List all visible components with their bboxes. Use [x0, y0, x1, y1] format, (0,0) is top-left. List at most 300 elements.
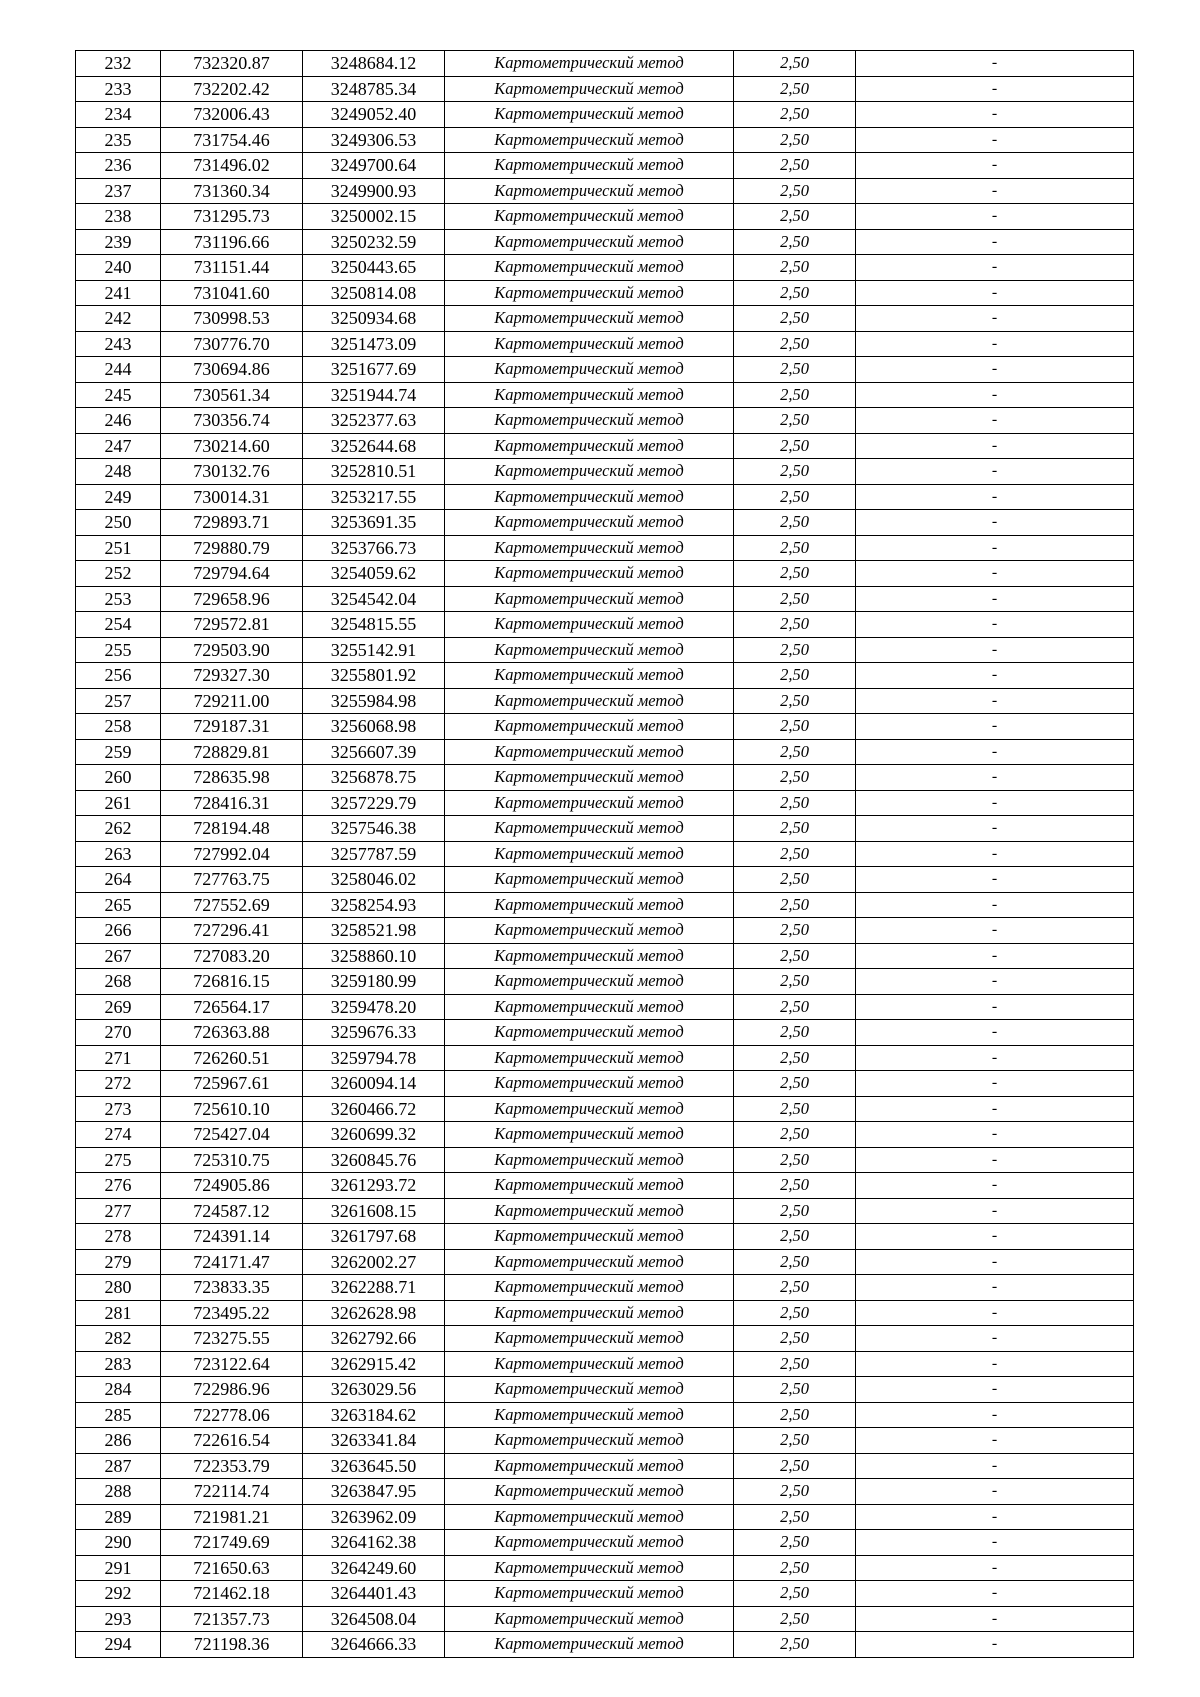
x-coordinate-cell: 729187.31: [161, 714, 303, 740]
method-cell: Картометрический метод: [445, 612, 734, 638]
error-cell: 2,50: [734, 510, 856, 536]
y-coordinate-cell: 3264249.60: [303, 1555, 445, 1581]
table-row: [76, 612, 1134, 638]
method-cell: Картометрический метод: [445, 1173, 734, 1199]
y-coordinate-cell: 3253691.35: [303, 510, 445, 536]
y-coordinate-cell: 3255801.92: [303, 663, 445, 689]
method-cell: Картометрический метод: [445, 1224, 734, 1250]
error-cell: 2,50: [734, 1020, 856, 1046]
table-row: [76, 1020, 1134, 1046]
error-cell: 2,50: [734, 306, 856, 332]
error-cell: 2,50: [734, 76, 856, 102]
error-cell: 2,50: [734, 918, 856, 944]
table-row: [76, 1224, 1134, 1250]
method-cell: Картометрический метод: [445, 306, 734, 332]
point-number-cell: 259: [76, 739, 161, 765]
error-cell: 2,50: [734, 1249, 856, 1275]
table-row: [76, 1198, 1134, 1224]
note-cell: -: [856, 331, 1134, 357]
table-row: [76, 76, 1134, 102]
y-coordinate-cell: 3263029.56: [303, 1377, 445, 1403]
method-cell: Картометрический метод: [445, 1402, 734, 1428]
table-row: [76, 280, 1134, 306]
table-row: [76, 1275, 1134, 1301]
error-cell: 2,50: [734, 663, 856, 689]
y-coordinate-cell: 3264508.04: [303, 1606, 445, 1632]
method-cell: Картометрический метод: [445, 892, 734, 918]
error-cell: 2,50: [734, 1581, 856, 1607]
point-number-cell: 248: [76, 459, 161, 485]
table-row: [76, 408, 1134, 434]
note-cell: -: [856, 255, 1134, 281]
y-coordinate-cell: 3256878.75: [303, 765, 445, 791]
error-cell: 2,50: [734, 841, 856, 867]
y-coordinate-cell: 3263645.50: [303, 1453, 445, 1479]
note-cell: -: [856, 51, 1134, 77]
method-cell: Картометрический метод: [445, 688, 734, 714]
y-coordinate-cell: 3264666.33: [303, 1632, 445, 1658]
error-cell: 2,50: [734, 229, 856, 255]
table-row: [76, 1555, 1134, 1581]
error-cell: 2,50: [734, 765, 856, 791]
error-cell: 2,50: [734, 255, 856, 281]
error-cell: 2,50: [734, 1045, 856, 1071]
error-cell: 2,50: [734, 357, 856, 383]
error-cell: 2,50: [734, 535, 856, 561]
table-row: [76, 918, 1134, 944]
point-number-cell: 276: [76, 1173, 161, 1199]
point-number-cell: 257: [76, 688, 161, 714]
x-coordinate-cell: 727763.75: [161, 867, 303, 893]
point-number-cell: 250: [76, 510, 161, 536]
note-cell: -: [856, 943, 1134, 969]
point-number-cell: 240: [76, 255, 161, 281]
y-coordinate-cell: 3258046.02: [303, 867, 445, 893]
x-coordinate-cell: 726816.15: [161, 969, 303, 995]
x-coordinate-cell: 727992.04: [161, 841, 303, 867]
method-cell: Картометрический метод: [445, 1300, 734, 1326]
x-coordinate-cell: 727296.41: [161, 918, 303, 944]
point-number-cell: 293: [76, 1606, 161, 1632]
y-coordinate-cell: 3253217.55: [303, 484, 445, 510]
y-coordinate-cell: 3259794.78: [303, 1045, 445, 1071]
note-cell: -: [856, 1173, 1134, 1199]
error-cell: 2,50: [734, 178, 856, 204]
note-cell: -: [856, 1326, 1134, 1352]
method-cell: Картометрический метод: [445, 459, 734, 485]
y-coordinate-cell: 3263341.84: [303, 1428, 445, 1454]
method-cell: Картометрический метод: [445, 280, 734, 306]
note-cell: -: [856, 1581, 1134, 1607]
error-cell: 2,50: [734, 459, 856, 485]
error-cell: 2,50: [734, 1402, 856, 1428]
point-number-cell: 256: [76, 663, 161, 689]
error-cell: 2,50: [734, 1147, 856, 1173]
note-cell: -: [856, 1377, 1134, 1403]
method-cell: Картометрический метод: [445, 841, 734, 867]
method-cell: Картометрический метод: [445, 918, 734, 944]
point-number-cell: 255: [76, 637, 161, 663]
y-coordinate-cell: 3251473.09: [303, 331, 445, 357]
y-coordinate-cell: 3260466.72: [303, 1096, 445, 1122]
note-cell: -: [856, 892, 1134, 918]
method-cell: Картометрический метод: [445, 1351, 734, 1377]
table-row: [76, 1096, 1134, 1122]
point-number-cell: 286: [76, 1428, 161, 1454]
error-cell: 2,50: [734, 637, 856, 663]
point-number-cell: 241: [76, 280, 161, 306]
error-cell: 2,50: [734, 867, 856, 893]
point-number-cell: 283: [76, 1351, 161, 1377]
table-row: [76, 1479, 1134, 1505]
note-cell: -: [856, 969, 1134, 995]
x-coordinate-cell: 724171.47: [161, 1249, 303, 1275]
method-cell: Картометрический метод: [445, 535, 734, 561]
point-number-cell: 266: [76, 918, 161, 944]
y-coordinate-cell: 3250934.68: [303, 306, 445, 332]
note-cell: -: [856, 612, 1134, 638]
method-cell: Картометрический метод: [445, 51, 734, 77]
y-coordinate-cell: 3250443.65: [303, 255, 445, 281]
method-cell: Картометрический метод: [445, 1122, 734, 1148]
method-cell: Картометрический метод: [445, 714, 734, 740]
table-row: [76, 535, 1134, 561]
error-cell: 2,50: [734, 1453, 856, 1479]
y-coordinate-cell: 3259478.20: [303, 994, 445, 1020]
error-cell: 2,50: [734, 1555, 856, 1581]
y-coordinate-cell: 3254542.04: [303, 586, 445, 612]
y-coordinate-cell: 3252810.51: [303, 459, 445, 485]
error-cell: 2,50: [734, 790, 856, 816]
point-number-cell: 242: [76, 306, 161, 332]
method-cell: Картометрический метод: [445, 1096, 734, 1122]
note-cell: -: [856, 1122, 1134, 1148]
x-coordinate-cell: 730998.53: [161, 306, 303, 332]
x-coordinate-cell: 730561.34: [161, 382, 303, 408]
method-cell: Картометрический метод: [445, 1530, 734, 1556]
point-number-cell: 272: [76, 1071, 161, 1097]
x-coordinate-cell: 725610.10: [161, 1096, 303, 1122]
table-row: [76, 204, 1134, 230]
error-cell: 2,50: [734, 102, 856, 128]
point-number-cell: 270: [76, 1020, 161, 1046]
error-cell: 2,50: [734, 892, 856, 918]
note-cell: -: [856, 382, 1134, 408]
note-cell: -: [856, 1096, 1134, 1122]
table-row: [76, 1122, 1134, 1148]
x-coordinate-cell: 722986.96: [161, 1377, 303, 1403]
point-number-cell: 238: [76, 204, 161, 230]
point-number-cell: 232: [76, 51, 161, 77]
note-cell: -: [856, 1198, 1134, 1224]
note-cell: -: [856, 663, 1134, 689]
table-row: [76, 1326, 1134, 1352]
method-cell: Картометрический метод: [445, 739, 734, 765]
note-cell: -: [856, 306, 1134, 332]
method-cell: Картометрический метод: [445, 816, 734, 842]
error-cell: 2,50: [734, 1428, 856, 1454]
method-cell: Картометрический метод: [445, 229, 734, 255]
table-row: [76, 102, 1134, 128]
coordinates-table-body: [76, 51, 1134, 1658]
error-cell: 2,50: [734, 739, 856, 765]
table-row: [76, 1530, 1134, 1556]
method-cell: Картометрический метод: [445, 1504, 734, 1530]
point-number-cell: 251: [76, 535, 161, 561]
method-cell: Картометрический метод: [445, 1606, 734, 1632]
method-cell: Картометрический метод: [445, 1453, 734, 1479]
y-coordinate-cell: 3258254.93: [303, 892, 445, 918]
table-row: [76, 561, 1134, 587]
method-cell: Картометрический метод: [445, 102, 734, 128]
method-cell: Картометрический метод: [445, 1020, 734, 1046]
y-coordinate-cell: 3248684.12: [303, 51, 445, 77]
y-coordinate-cell: 3250814.08: [303, 280, 445, 306]
error-cell: 2,50: [734, 204, 856, 230]
y-coordinate-cell: 3260094.14: [303, 1071, 445, 1097]
table-row: [76, 1071, 1134, 1097]
y-coordinate-cell: 3249306.53: [303, 127, 445, 153]
table-row: [76, 867, 1134, 893]
x-coordinate-cell: 725967.61: [161, 1071, 303, 1097]
x-coordinate-cell: 726564.17: [161, 994, 303, 1020]
x-coordinate-cell: 723122.64: [161, 1351, 303, 1377]
note-cell: -: [856, 714, 1134, 740]
point-number-cell: 235: [76, 127, 161, 153]
error-cell: 2,50: [734, 1504, 856, 1530]
method-cell: Картометрический метод: [445, 663, 734, 689]
table-row: [76, 459, 1134, 485]
method-cell: Картометрический метод: [445, 510, 734, 536]
note-cell: -: [856, 204, 1134, 230]
y-coordinate-cell: 3262628.98: [303, 1300, 445, 1326]
note-cell: -: [856, 153, 1134, 179]
method-cell: Картометрический метод: [445, 994, 734, 1020]
x-coordinate-cell: 729880.79: [161, 535, 303, 561]
table-row: [76, 229, 1134, 255]
error-cell: 2,50: [734, 994, 856, 1020]
x-coordinate-cell: 725310.75: [161, 1147, 303, 1173]
method-cell: Картометрический метод: [445, 969, 734, 995]
y-coordinate-cell: 3259676.33: [303, 1020, 445, 1046]
error-cell: 2,50: [734, 1096, 856, 1122]
y-coordinate-cell: 3263184.62: [303, 1402, 445, 1428]
method-cell: Картометрический метод: [445, 178, 734, 204]
table-row: [76, 1402, 1134, 1428]
x-coordinate-cell: 728194.48: [161, 816, 303, 842]
point-number-cell: 260: [76, 765, 161, 791]
point-number-cell: 243: [76, 331, 161, 357]
y-coordinate-cell: 3261797.68: [303, 1224, 445, 1250]
note-cell: -: [856, 510, 1134, 536]
method-cell: Картометрический метод: [445, 1479, 734, 1505]
error-cell: 2,50: [734, 1224, 856, 1250]
y-coordinate-cell: 3262002.27: [303, 1249, 445, 1275]
point-number-cell: 247: [76, 433, 161, 459]
note-cell: -: [856, 994, 1134, 1020]
x-coordinate-cell: 728416.31: [161, 790, 303, 816]
x-coordinate-cell: 730356.74: [161, 408, 303, 434]
point-number-cell: 253: [76, 586, 161, 612]
x-coordinate-cell: 732202.42: [161, 76, 303, 102]
point-number-cell: 294: [76, 1632, 161, 1658]
point-number-cell: 269: [76, 994, 161, 1020]
x-coordinate-cell: 724905.86: [161, 1173, 303, 1199]
note-cell: -: [856, 1249, 1134, 1275]
error-cell: 2,50: [734, 1479, 856, 1505]
x-coordinate-cell: 730776.70: [161, 331, 303, 357]
error-cell: 2,50: [734, 280, 856, 306]
x-coordinate-cell: 729211.00: [161, 688, 303, 714]
note-cell: -: [856, 790, 1134, 816]
table-row: [76, 510, 1134, 536]
table-row: [76, 1147, 1134, 1173]
table-row: [76, 1504, 1134, 1530]
table-row: [76, 739, 1134, 765]
error-cell: 2,50: [734, 714, 856, 740]
table-row: [76, 484, 1134, 510]
table-row: [76, 1377, 1134, 1403]
note-cell: -: [856, 484, 1134, 510]
table-row: [76, 433, 1134, 459]
error-cell: 2,50: [734, 484, 856, 510]
error-cell: 2,50: [734, 561, 856, 587]
point-number-cell: 245: [76, 382, 161, 408]
x-coordinate-cell: 728829.81: [161, 739, 303, 765]
y-coordinate-cell: 3261293.72: [303, 1173, 445, 1199]
table-row: [76, 1351, 1134, 1377]
point-number-cell: 281: [76, 1300, 161, 1326]
note-cell: -: [856, 1555, 1134, 1581]
table-row: [76, 586, 1134, 612]
note-cell: -: [856, 688, 1134, 714]
y-coordinate-cell: 3263847.95: [303, 1479, 445, 1505]
point-number-cell: 236: [76, 153, 161, 179]
point-number-cell: 261: [76, 790, 161, 816]
y-coordinate-cell: 3255142.91: [303, 637, 445, 663]
x-coordinate-cell: 723495.22: [161, 1300, 303, 1326]
note-cell: -: [856, 1530, 1134, 1556]
method-cell: Картометрический метод: [445, 1428, 734, 1454]
point-number-cell: 279: [76, 1249, 161, 1275]
x-coordinate-cell: 721650.63: [161, 1555, 303, 1581]
y-coordinate-cell: 3257546.38: [303, 816, 445, 842]
note-cell: -: [856, 1606, 1134, 1632]
note-cell: -: [856, 229, 1134, 255]
error-cell: 2,50: [734, 408, 856, 434]
y-coordinate-cell: 3253766.73: [303, 535, 445, 561]
note-cell: -: [856, 1147, 1134, 1173]
table-row: [76, 969, 1134, 995]
point-number-cell: 234: [76, 102, 161, 128]
method-cell: Картометрический метод: [445, 867, 734, 893]
y-coordinate-cell: 3250002.15: [303, 204, 445, 230]
point-number-cell: 274: [76, 1122, 161, 1148]
table-row: [76, 153, 1134, 179]
y-coordinate-cell: 3251944.74: [303, 382, 445, 408]
note-cell: -: [856, 1453, 1134, 1479]
note-cell: -: [856, 1300, 1134, 1326]
note-cell: -: [856, 1632, 1134, 1658]
y-coordinate-cell: 3262792.66: [303, 1326, 445, 1352]
note-cell: -: [856, 1428, 1134, 1454]
x-coordinate-cell: 721357.73: [161, 1606, 303, 1632]
note-cell: -: [856, 586, 1134, 612]
x-coordinate-cell: 726363.88: [161, 1020, 303, 1046]
table-row: [76, 331, 1134, 357]
error-cell: 2,50: [734, 1300, 856, 1326]
y-coordinate-cell: 3258860.10: [303, 943, 445, 969]
x-coordinate-cell: 730694.86: [161, 357, 303, 383]
y-coordinate-cell: 3251677.69: [303, 357, 445, 383]
x-coordinate-cell: 729503.90: [161, 637, 303, 663]
table-row: [76, 1428, 1134, 1454]
x-coordinate-cell: 724587.12: [161, 1198, 303, 1224]
error-cell: 2,50: [734, 51, 856, 77]
x-coordinate-cell: 729893.71: [161, 510, 303, 536]
table-row: [76, 1300, 1134, 1326]
y-coordinate-cell: 3249052.40: [303, 102, 445, 128]
y-coordinate-cell: 3262288.71: [303, 1275, 445, 1301]
error-cell: 2,50: [734, 1351, 856, 1377]
note-cell: -: [856, 1224, 1134, 1250]
method-cell: Картометрический метод: [445, 1249, 734, 1275]
table-row: [76, 1453, 1134, 1479]
x-coordinate-cell: 722778.06: [161, 1402, 303, 1428]
y-coordinate-cell: 3249900.93: [303, 178, 445, 204]
y-coordinate-cell: 3257229.79: [303, 790, 445, 816]
note-cell: -: [856, 867, 1134, 893]
error-cell: 2,50: [734, 1377, 856, 1403]
table-row: [76, 255, 1134, 281]
x-coordinate-cell: 731295.73: [161, 204, 303, 230]
x-coordinate-cell: 727552.69: [161, 892, 303, 918]
y-coordinate-cell: 3256068.98: [303, 714, 445, 740]
point-number-cell: 290: [76, 1530, 161, 1556]
point-number-cell: 271: [76, 1045, 161, 1071]
error-cell: 2,50: [734, 969, 856, 995]
method-cell: Картометрический метод: [445, 637, 734, 663]
note-cell: -: [856, 178, 1134, 204]
point-number-cell: 291: [76, 1555, 161, 1581]
x-coordinate-cell: 731041.60: [161, 280, 303, 306]
error-cell: 2,50: [734, 612, 856, 638]
table-row: [76, 357, 1134, 383]
point-number-cell: 292: [76, 1581, 161, 1607]
note-cell: -: [856, 841, 1134, 867]
note-cell: -: [856, 918, 1134, 944]
y-coordinate-cell: 3262915.42: [303, 1351, 445, 1377]
method-cell: Картометрический метод: [445, 255, 734, 281]
error-cell: 2,50: [734, 586, 856, 612]
note-cell: -: [856, 408, 1134, 434]
method-cell: Картометрический метод: [445, 1071, 734, 1097]
table-row: [76, 178, 1134, 204]
x-coordinate-cell: 725427.04: [161, 1122, 303, 1148]
x-coordinate-cell: 729572.81: [161, 612, 303, 638]
x-coordinate-cell: 730132.76: [161, 459, 303, 485]
y-coordinate-cell: 3252377.63: [303, 408, 445, 434]
point-number-cell: 277: [76, 1198, 161, 1224]
method-cell: Картометрический метод: [445, 1581, 734, 1607]
method-cell: Картометрический метод: [445, 484, 734, 510]
x-coordinate-cell: 722353.79: [161, 1453, 303, 1479]
y-coordinate-cell: 3252644.68: [303, 433, 445, 459]
error-cell: 2,50: [734, 1198, 856, 1224]
x-coordinate-cell: 722616.54: [161, 1428, 303, 1454]
error-cell: 2,50: [734, 816, 856, 842]
method-cell: Картометрический метод: [445, 408, 734, 434]
